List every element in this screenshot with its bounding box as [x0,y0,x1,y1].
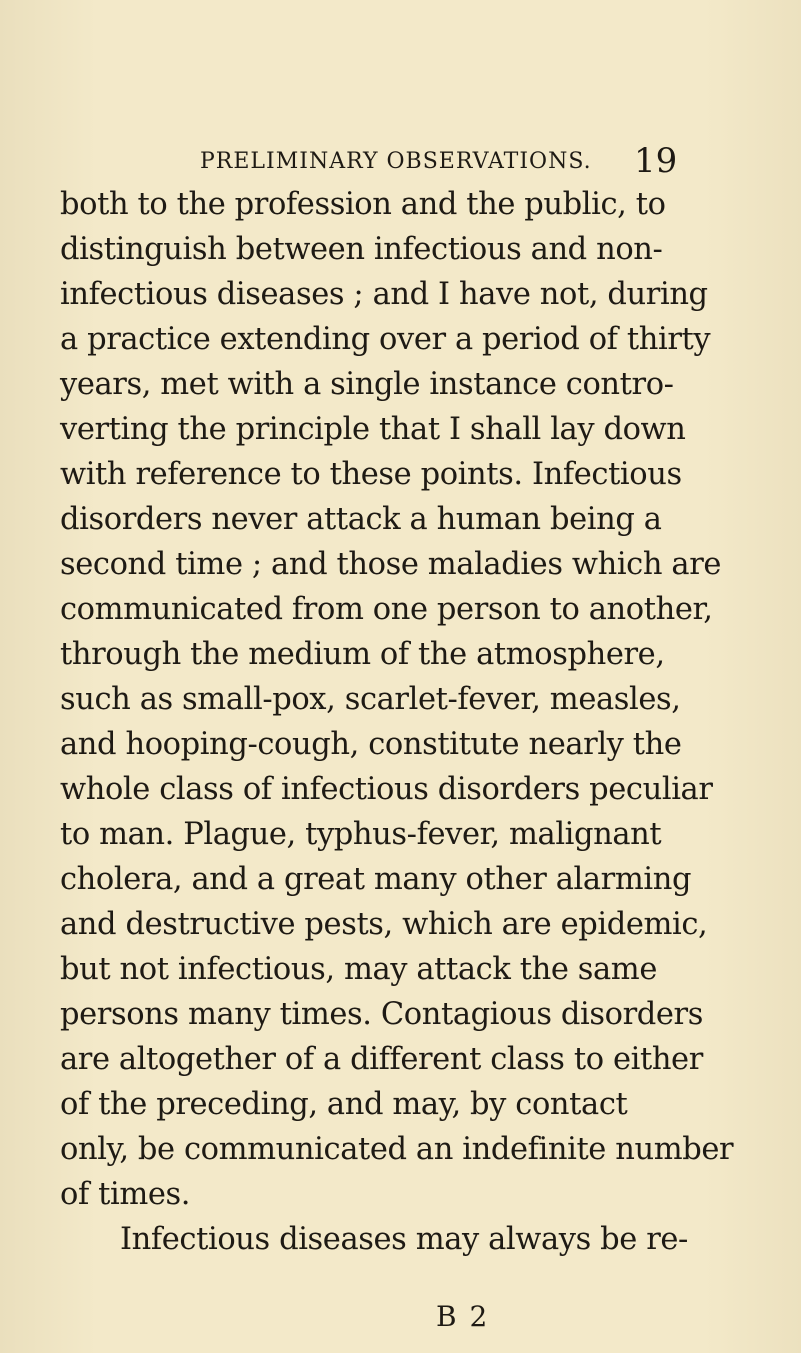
text-line: both to the profession and the public, to [60,187,666,222]
text-line: are altogether of a different class to either [60,1042,703,1077]
text-line: only, be communicated an indefinite number [60,1132,734,1167]
text-line: communicated from one person to another, [60,592,713,627]
text-line: to man. Plague, typhus-fever, malignant [60,817,662,852]
text-line: of the preceding, and may, by contact [60,1087,628,1122]
running-head [200,143,680,183]
text-line: and hooping-cough, constitute nearly the [60,727,682,762]
text-line: cholera, and a great many other alarming [60,862,692,897]
text-line: Infectious diseases may always be re- [120,1222,688,1257]
text-line: verting the principle that I shall lay down [60,412,686,447]
text-line: and destructive pests, which are epidemic, [60,907,708,942]
text-line: whole class of infectious disorders peculiar [60,772,713,807]
text-line: distinguish between infectious and non- [60,232,663,267]
page-number: 19 [634,141,678,181]
text-line: through the medium of the atmosphere, [60,637,665,672]
signature-mark: B 2 [436,1300,490,1333]
text-line: years, met with a single instance contro- [60,367,674,402]
text-line: of times. [60,1177,191,1212]
text-line: disorders never attack a human being a [60,502,662,537]
text-line: but not infectious, may attack the same [60,952,657,987]
text-line: infectious diseases ; and I have not, during [60,277,708,312]
text-line: a practice extending over a period of thirty [60,322,711,357]
text-line: with reference to these points. Infectious [60,457,682,492]
running-head-title: PRELIMINARY OBSERVATIONS. [200,149,592,174]
text-line: second time ; and those maladies which are [60,547,722,582]
text-line: persons many times. Contagious disorders [60,997,703,1032]
text-line: such as small-pox, scarlet-fever, measles, [60,682,681,717]
